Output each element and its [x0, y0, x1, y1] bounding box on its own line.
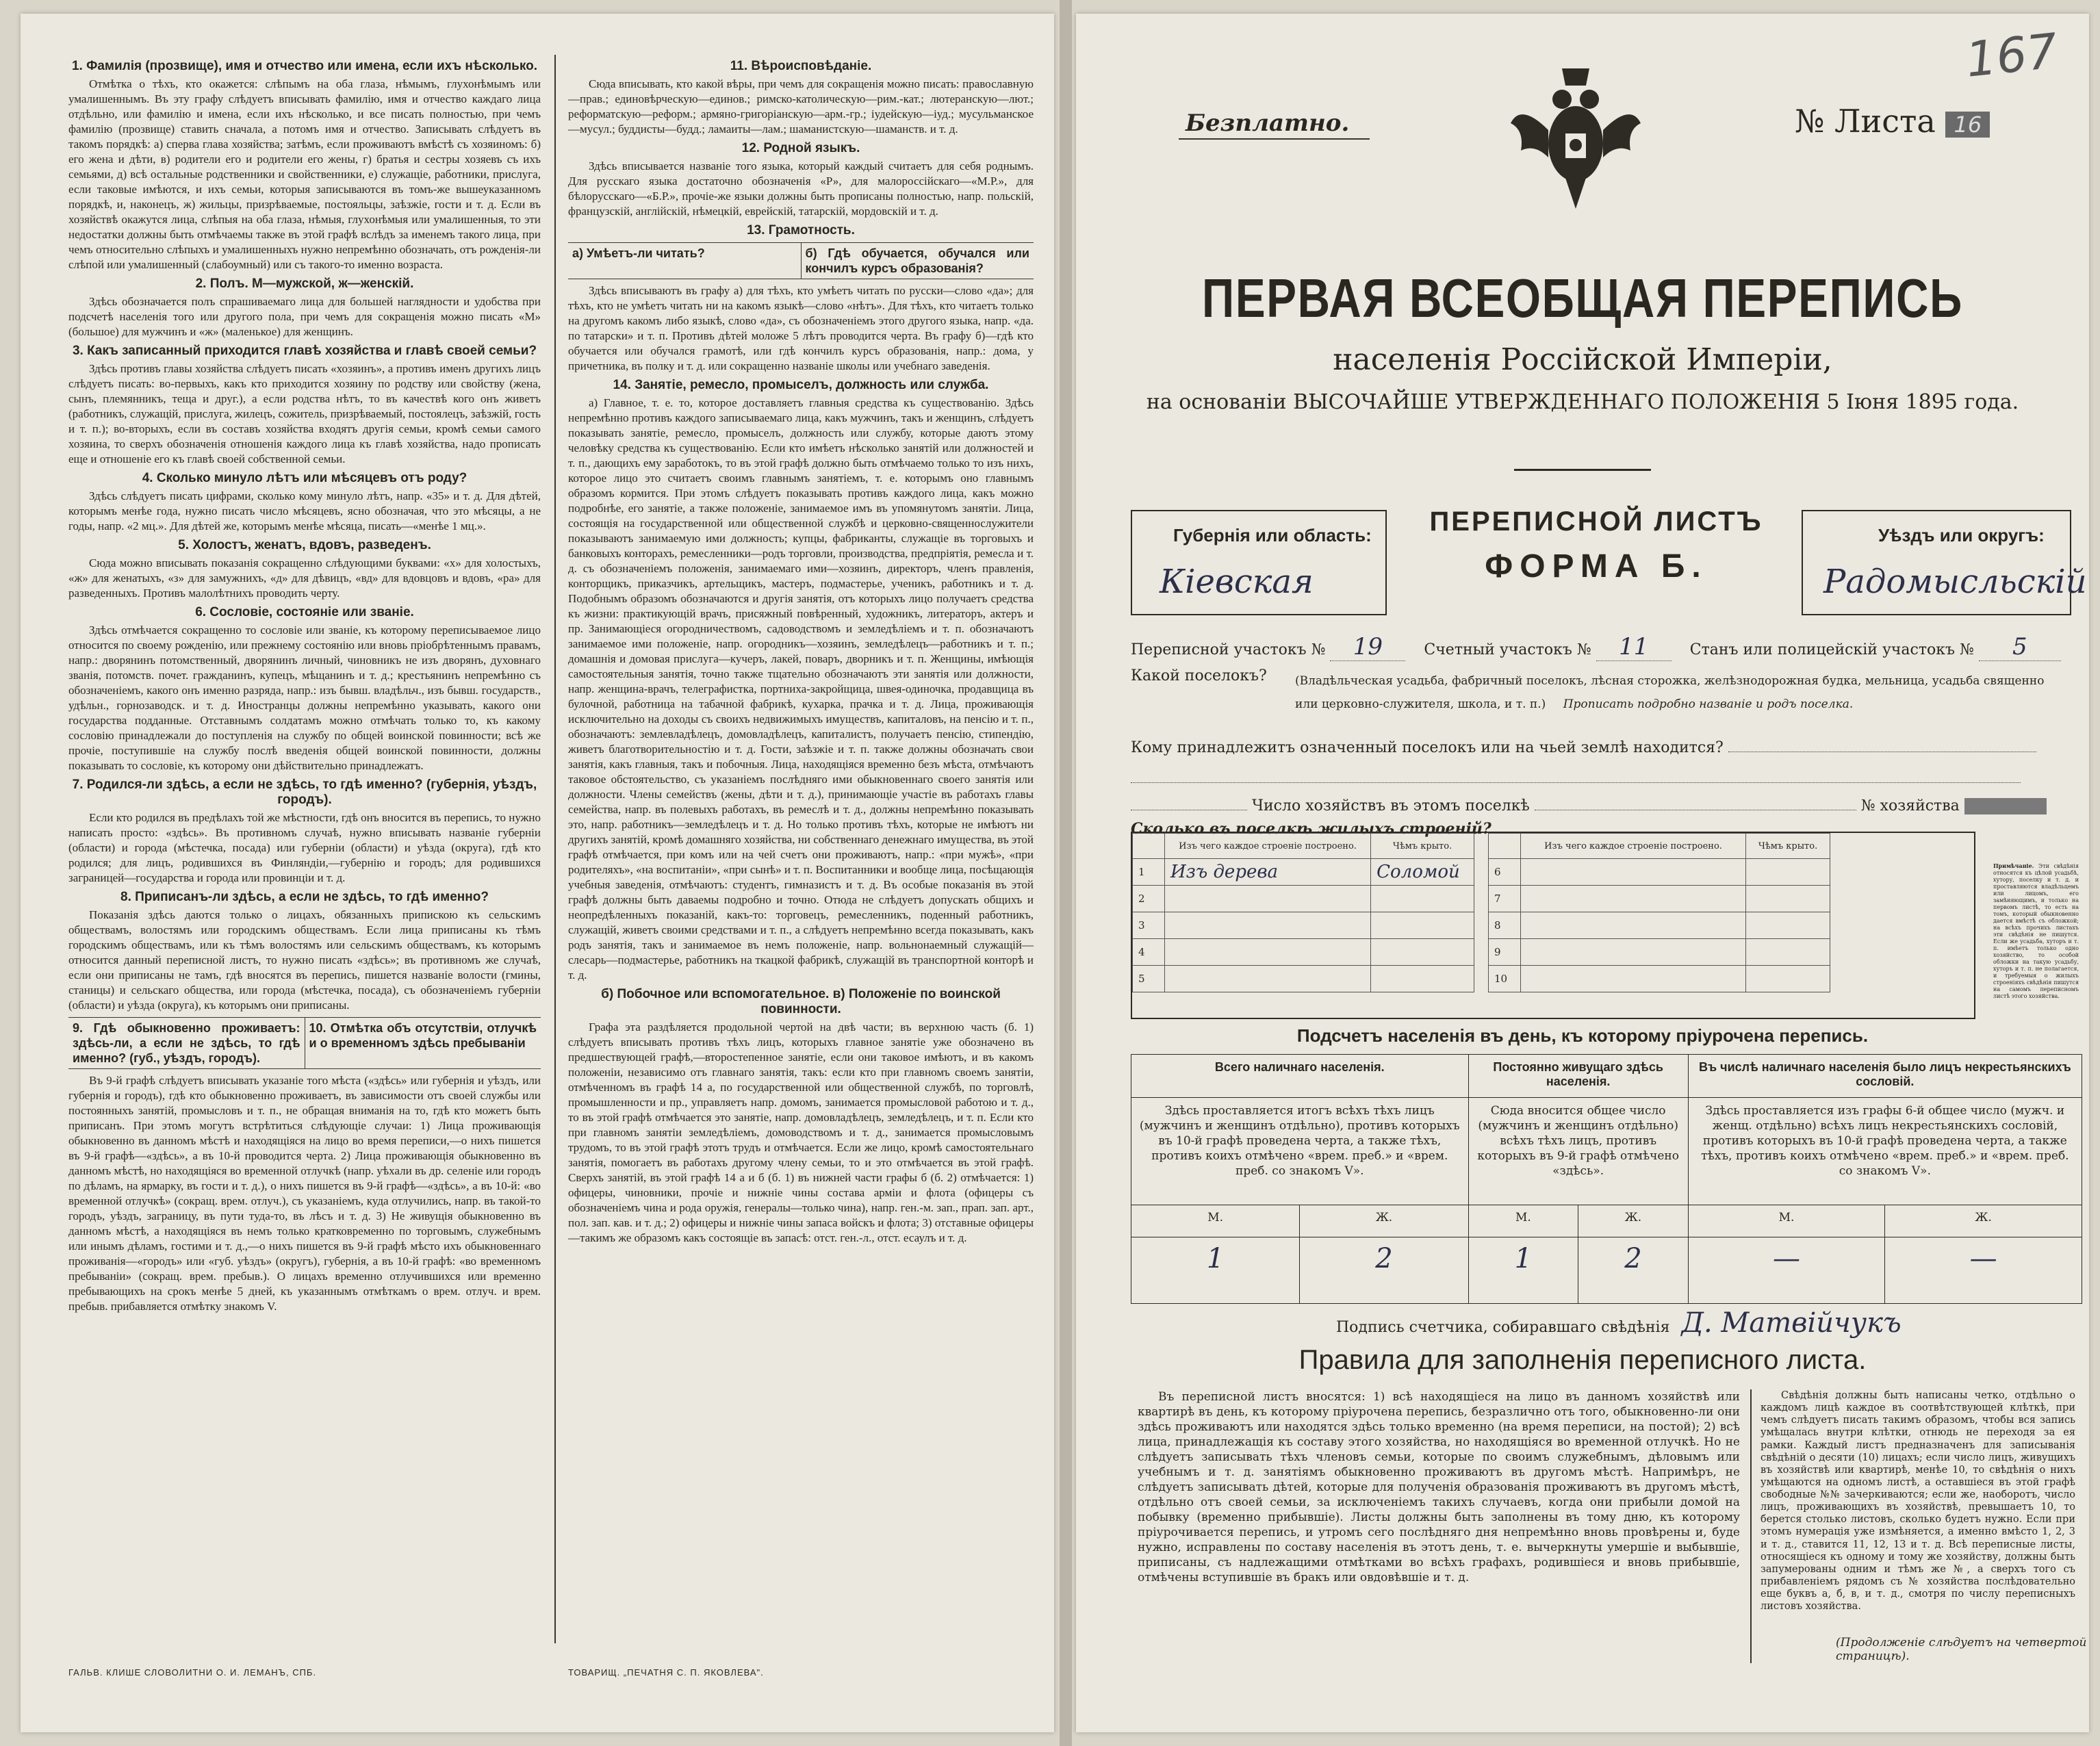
free-of-charge-label: Безплатно. — [1179, 110, 1370, 140]
population-count-table: Всего наличнаго населенія. Постоянно живущаго здѣсь населенія. Въ числѣ наличнаго населенія было лицъ некрестьянскихъ сословій. Здѣсь проставляется итогъ всѣхъ тѣхъ лицъ (мужчинъ и женщинъ отдѣльно), противъ которыхъ въ 10-й графѣ проведена черта, а также тѣхъ, противъ коихъ отмѣчено «врем. преб.» и «врем. преб. со знакомъ V». Сюда вносится общее число (мужчинъ и женщинъ отдѣльно) всѣхъ тѣхъ лицъ, противъ которыхъ въ 9-й графѣ отмѣчено «здѣсь». Здѣсь проставляется изъ графы 6-й общее число (мужч. и женщ. отдѣльно) всѣхъ лицъ некрестьянскихъ сословій, противъ которыхъ въ 10-й графѣ проведена черта, а также тѣхъ, противъ коихъ отмѣчено «врем. преб.» и «врем. преб. со знакомъ V». М. Ж. М. Ж. М. Ж. 1 2 1 2 — — — [1131, 1054, 2082, 1304]
census-title: ПЕРВАЯ ВСЕОБЩАЯ ПЕРЕПИСЬ — [1202, 268, 1963, 329]
province-label: Губернія или область: — [1173, 525, 1372, 545]
imperial-eagle-emblem — [1507, 62, 1644, 212]
table-row: 1 Изъ дерева Соломой — [1133, 859, 1474, 886]
archive-folio-number: 167 — [1963, 23, 2060, 88]
instruction-item — [68, 59, 541, 272]
col-non-peasant: Въ числѣ наличнаго населенія было лицъ некрестьянскихъ сословій. — [1688, 1055, 2082, 1098]
nonpeasant-female: — — [1885, 1237, 2082, 1304]
instruction-item — [68, 890, 541, 1013]
instruction-body: Сюда можно вписывать показанія сокращенно слѣдующими буквами: «х» для холостыхъ, «ж» для женатыхъ, «з» для замужнихъ, «д» для дѣвицъ, «вд» для вдовцовъ и вдовъ, «ра» для разведенныхъ. Противъ малолѣтнихъ проводить черту. — [68, 556, 541, 600]
table-row: 9 — [1489, 939, 1830, 966]
instruction-body: Здѣсь противъ главы хозяйства слѣдуетъ писать «хозяинъ», а противъ именъ другихъ лицъ слѣдуетъ писать: во-первыхъ, какъ кто приходится хозяину по родству или свойству (жена, сынъ, племянникъ, теща и друг.), а если родства нѣтъ, то въ качествѣ кого онъ живетъ (работникъ, служащій, прислуга, жилецъ, сожитель, призрѣваемый, постоялецъ, заѣзжій, гость и т. п.); во-вторыхъ, если въ составъ хозяйства входятъ другія семьи, кромѣ семьи самого хозяина, то сверхъ обозначенія отношенія каждого лица къ главѣ хозяйства, надо прописать еще и отношеніе его къ главѣ своей собственной семьи. — [68, 362, 541, 465]
rules-title: Правила для заполненія переписного листа. — [1298, 1345, 1867, 1375]
instruction-heading: 12. Родной языкъ. — [741, 141, 860, 155]
table-row: 8 — [1489, 912, 1830, 939]
instruction-heading: 6. Сословіе, состояніе или званіе. — [195, 605, 414, 619]
enumerator-signature: Д. Матвійчукъ — [1681, 1307, 1901, 1339]
owner-line — [1131, 739, 2036, 756]
buildings-label: Сколько въ поселкѣ жилыхъ строеній? — [1131, 820, 1491, 838]
instruction-heading: 2. Полъ. М—мужской, ж—женскій. — [195, 277, 414, 291]
instruction-body: Въ 9-й графѣ слѣдуетъ вписывать указаніе того мѣста («здѣсь» или губернія и уѣздъ, или губернія и городъ), гдѣ кто обыкновенно проживаетъ, въ зависимости отъ своей службы или постоянныхъ занятій, промысловъ и т. п., не обращая вниманія на то, гдѣ кто можетъ быть приписанъ. При этомъ могутъ встрѣтиться слѣдующіе случаи: 1) Лица проживающія обыкновенно въ данномъ мѣстѣ и находящіяся на лицо во время переписи,—о нихъ пишется въ 9-й графѣ—«здѣсь», а въ 10-й проводится черта. 2) Лица проживающія обыкновенно въ данномъ мѣстѣ, но находящіяся во временной отлучкѣ (напр. уѣхали въ др. селеніе или городъ по дѣламъ, на ярмарку, въ гости и т. д.), о нихъ пишется въ 9-й графѣ—«здѣсь», а въ 10-й: «во временной отлучкѣ» (сокращ. врем. отлуч.), съ указаніемъ, куда отлучились, напр. въ такой-то городъ, уѣздъ, заграницу, въ пути тудa-то, въ лѣсъ и т. д. 3) Не живущія обыкновенно въ данномъ мѣстѣ, а находящіяся въ немъ только кратковременно по торговымъ, служебнымъ или инымъ дѣламъ, гостими и т. д.,—о нихъ пишется въ 9-й графѣ мѣсто ихъ обыкновеннаго проживанія—«городъ» или «губ. уѣздъ» (округъ), губернія, а въ 10-й графѣ: «во временномъ пребываніи» (сокращ. врем. пребыв.). О лицахъ временно отлучившихся или временно пребывающихъ на срокъ менѣе 5 дней, къ указаннымъ отмѣткамъ о врем. отлуч. и врем. пребыв. прибавляется отмѣтку знакомъ V. — [68, 1074, 541, 1313]
total-female: 2 — [1300, 1237, 1468, 1304]
instruction-item — [568, 378, 1034, 983]
instruction-body: Отмѣтка о тѣхъ, кто окажется: слѣпымъ на оба глаза, нѣмымъ, глухонѣмымъ или умалишеннымъ. Въ эту графу слѣдуетъ вписывать фамилію, имя и отчество каждаго лица отдѣльно, или фамилію и имена, если ихъ нѣсколько, и все писать полностью, при чемъ фамилію (прозвище) ставить сначала, а потомъ имя и отчество. Записывать слѣдуетъ въ такомъ порядкѣ: а) сперва глава хозяйства; затѣмъ, если проживаютъ вмѣстѣ съ хозяиномъ: б) его жена и дѣти, в) родители его и родители его жены, г) братья и сестры хозяевъ съ ихъ семьями, д) всѣ остальные родственники и свойственники, е) служащіе, работники, прислуга, если таковые имѣются, и ихъ семьи, которыя записываются въ томъ-же вышеуказанномъ порядкѣ, и, наконецъ, ж) жильцы, призрѣваемые, постояльцы, заѣзжіе, гости и т. д. Если въ хозяйствѣ окажутся лица, слѣпыя на оба глаза, нѣмыя, глухонѣмыя или умалишенныя, то эти недостатки должны быть отмѣчаемы также въ этой графѣ вслѣдъ за именемъ такого лица, при чемъ относительно слѣпыхъ и умалишенныхъ нужно непремѣнно обозначать, отъ рожденія-ли слѣпой или умалишенный (слабоумный) или съ такого-то именно возраста. — [68, 77, 541, 271]
material-header: Изъ чего каждое строеніе построено. — [1165, 834, 1371, 859]
instruction-heading: 3. Какъ записанный приходится главѣ хозяйства и главѣ своей семьи? — [72, 344, 537, 358]
table-row: 7 — [1489, 886, 1830, 912]
form-title: ПЕРЕПИСНОЙ ЛИСТЪ — [1429, 506, 1763, 537]
nonpeasant-male: — — [1688, 1237, 1885, 1304]
enumerator-signature-line — [1336, 1307, 1901, 1339]
instruction-heading: 8. Приписанъ-ли здѣсь, а если не здѣсь, то гдѣ именно? — [120, 890, 489, 904]
instruction-item — [68, 605, 541, 773]
instruction-body: Здѣсь вписывается названіе того языка, который каждый считаетъ для себя роднымъ. Для русскаго языка достаточно обозначенія «Р», для малороссійскаго—«М.Р.», для бѣлорусскаго—«Б.Р.», прочіе-же языки должны быть прописаны полностью, напр. польскій, французскій, англійскій, нѣмецкій, еврейскій, татарскій, мордовскій и т. д. — [568, 159, 1034, 218]
instruction-item — [68, 1017, 541, 1314]
settlement-line — [1131, 667, 1267, 684]
instruction-heading: 4. Сколько минуло лѣтъ или мѣсяцевъ отъ роду? — [142, 471, 468, 485]
instruction-subheading: а) Умѣетъ-ли читать? — [568, 243, 802, 279]
owner-blank-line — [1131, 770, 2021, 787]
instruction-heading: 11. Вѣроисповѣданіе. — [730, 59, 872, 73]
continued-note: (Продолженіе слѣдуетъ на четвертой страницѣ). — [1836, 1636, 2087, 1663]
instruction-body: Здѣсь отмѣчается сокращенно то сословіе или званіе, къ которому переписываемое лицо относится по своему рожденію, или прежнему состоянію или вновь пріобрѣтеннымъ правамъ, напр.: дворянинъ потомственный, дворянинъ личный, чиновникъ не изъ дворянъ, духовнаго званія, потомств. почет. гражданинъ, купецъ, мѣщанинъ и т. д.; крестьянинъ непремѣнно съ обозначеніемъ, какого онъ именно разряда, напр.: изъ бывш. владѣльч., изъ бывш. государств., удѣльн., горнозаводск. и т. д. Иностранцы должны непремѣнно указывать, какого они государства подданные. Отставнымъ солдатамъ можно отмѣчать только то, къ какому сословію принадлежали до поступленія на службу по общей воинской повинности; всѣ же прочіе, поступившіе на службу послѣ введенія общей воинской повинности, должны показывать то сословіе, къ которому они дѣйствительно принадлежатъ. — [68, 624, 541, 772]
instruction-item — [568, 987, 1034, 1246]
population-count-heading: Подсчетъ населенія въ день, къ которому пріурочена перепись. — [1296, 1025, 1869, 1046]
form-letter: ФОРМА Б. — [1485, 548, 1708, 585]
rules-text-right: Свѣдѣнія должны быть написаны четко, отдѣльно о каждомъ лицѣ каждое въ соотвѣтствующей клѣткѣ, при чемъ слѣдуетъ писать такимъ образомъ, чтобы вся запись умѣщалась внутри клѣтки, отнюдь не переходя за ея рамки. Каждый листъ предназначенъ для записыванія свѣдѣній о десяти (10) лицахъ; если число лицъ, живущихъ въ хозяйствѣ или квартирѣ, менѣе 10, то свѣдѣнія о нихъ умѣщаются на одномъ листѣ, а оставшіеся въ этой графѣ свободные №№ зачеркиваются; если же, наоборотъ, число лицъ, проживающихъ въ хозяйствѣ, превышаетъ 10, то берется столько листовъ, сколько будетъ нужно. Если при этомъ нумерація уже измѣняется, а именно вмѣсто 1, 2, 3 и т. д., ставится 11, 12, 13 и т. д. Всѣ переписные листы, относящіеся къ одному и тому же хозяйству, должны быть запумерованы одним и тѣмъ же №, а сверхъ того съ прибавленіемъ рядомъ съ № хозяйства послѣдовательно еще буквъ а, б, в, и т. д., смотря по числу переписныхъ листовъ хозяйства. — [1760, 1390, 2075, 1613]
roof-header: Чѣмъ крыто. — [1371, 834, 1474, 859]
left-page — [21, 14, 1054, 1732]
table-row: 4 — [1133, 939, 1474, 966]
instruction-heading: 5. Холостъ, женатъ, вдовъ, разведенъ. — [178, 538, 431, 552]
col-permanent: Постоянно живущаго здѣсь населенія. — [1468, 1055, 1688, 1098]
precinct-line — [1131, 633, 2061, 661]
households-line — [1131, 797, 2047, 814]
census-subtitle: населенія Россійской Имперіи, — [1333, 342, 1832, 377]
instructions-column-left — [68, 55, 541, 1317]
province-box — [1131, 510, 1387, 615]
instruction-item — [68, 778, 541, 886]
instruction-subheading: б) Гдѣ обучается, обучался или кончилъ курсъ образованія? — [805, 246, 1029, 275]
buildings-table-right — [1488, 833, 1830, 992]
precinct-value: 19 — [1330, 633, 1405, 661]
stan-label: Станъ или полицейскій участокъ № — [1689, 641, 1974, 658]
signature-label: Подпись счетчика, собиравшаго свѣдѣнія — [1336, 1319, 1670, 1336]
permanent-female: 2 — [1578, 1237, 1689, 1304]
district-box — [1802, 510, 2087, 615]
instruction-body: Здѣсь слѣдуетъ писать цифрами, сколько кому минуло лѣтъ, напр. «35» и т. д. Для дѣтей, которымъ менѣе года, нужно писать число мѣсяцевъ, ясно обозначая, что это мѣсяцы, а не годы, напр. «2 мц.». Для дѣтей же, которымъ менѣе мѣсяца, писать—«менѣе 1 мц.». — [68, 489, 541, 532]
census-legal-basis: на основаніи ВЫСОЧАЙШЕ УТВЕРЖДЕННАГО ПОЛОЖЕНІЯ 5 Іюня 1895 года. — [1146, 390, 2019, 414]
instruction-item — [68, 538, 541, 601]
instruction-body: Графа эта раздѣляется продольной чертой на двѣ части; въ верхнюю часть (б. 1) слѣдуетъ вписывать противъ тѣхъ лицъ, которыхъ главное занятіе уже обозначено въ предшествующей графѣ,—второстепенное занятіе, если они таковое имѣютъ, и въ какомъ положеніи, независимо отъ главнаго занятія, такъ: если кто при главномъ своемъ занятіи, отмѣченномъ въ графѣ 14 а, по государственной или общественной службѣ, по торговлѣ, промышленности и пр., управляетъ напр. домомъ, занимается промысловой работою и т. д., то въ этой графѣ отмѣчается это занятіе, напр. домовладѣлецъ, земледѣлецъ, и т. п. Если кто при главномъ занятіи земледѣліемъ, домоводствомъ и т. д., занимается промысловымъ трудомъ, то въ этой графѣ этотъ трудъ и отмѣчается. Если же лицо, кромѣ самостоятельнаго занятія, помогаетъ въ работахъ другому члену семьи, то и это отмѣчается въ этой графѣ. Сверхъ занятій, въ этой графѣ 14 а и б (б. 1) въ нижней части графы б (б. 2) отмѣчается: 1) офицеры, чиновники, прочіе и нижніе чины состава арміи и флота (офицеры съ обозначеніемъ чина и рода оружія, генералы—только чина), напр. ген.-м. зап., прап. зап. арт., пол. зап. кав. и т. д.; 2) офицеры и нижніе чины запаса войскъ и флота; 3) отставные офицеры—такимъ же образомъ какъ состоящіе въ запасѣ: отст. ген.-л., отст. есаулъ и т. д. — [568, 1020, 1034, 1244]
province-value: Кіевская — [1160, 563, 1314, 601]
material-header: Изъ чего каждое строеніе построено. — [1521, 834, 1746, 859]
instruction-heading: 7. Родился-ли здѣсь, а если не здѣсь, то гдѣ именно? (губернія, уѣздъ, городъ). — [72, 778, 537, 807]
district-value: Радомысльскій — [1823, 563, 2087, 601]
printer-imprint-left: ГАЛЬВ. КЛИШЕ СЛОВОЛИТНИ О. И. ЛЕМАНЪ, СПБ. — [68, 1667, 317, 1678]
owner-label: Кому принадлежитъ означенный поселокъ или на чьей землѣ находится? — [1131, 739, 1724, 756]
col-total-present: Всего наличнаго населенія. — [1131, 1055, 1469, 1098]
instruction-heading: 13. Грамотность. — [747, 223, 855, 237]
instruction-subheading: 9. Гдѣ обыкновенно проживаетъ: здѣсь-ли, а если не здѣсь, то гдѣ именно? (губ., уѣздъ, городъ). — [68, 1018, 305, 1068]
instruction-heading: 1. Фамилія (прозвище), имя и отчество или имена, если ихъ нѣсколько. — [71, 59, 538, 73]
households-label: Число хозяйствъ въ этомъ поселкѣ — [1252, 797, 1530, 814]
district-label: Уѣздъ или округъ: — [1878, 525, 2045, 545]
instruction-item — [68, 471, 541, 534]
book-spine — [1060, 0, 1072, 1746]
table-row: 2 — [1133, 886, 1474, 912]
household-number-redacted — [1964, 798, 2047, 814]
sheet-number-value: 16 — [1945, 112, 1990, 138]
total-male: 1 — [1131, 1237, 1300, 1304]
counting-value: 11 — [1596, 633, 1672, 661]
instruction-item — [568, 59, 1034, 137]
sheet-number — [1795, 103, 1990, 140]
sheet-number-label: № Листа — [1795, 103, 1936, 140]
column-divider — [554, 55, 556, 1643]
table-row: 6 — [1489, 859, 1830, 886]
stan-value: 5 — [1979, 633, 2061, 661]
instruction-subheading: 10. Отмѣтка объ отсутствіи, отлучкѣ и о временномъ здѣсь пребываніи — [309, 1021, 537, 1050]
buildings-table-left — [1132, 833, 1474, 992]
instructions-column-right — [568, 55, 1034, 1248]
instruction-split-heading — [68, 1017, 541, 1069]
instruction-body: Показанія здѣсь даются только о лицахъ, обязанныхъ припискою къ сельскимъ обществамъ, волостямъ или городскимъ обществамъ. Если лица приписаны къ тѣмъ городскимъ обществамъ, или къ тѣмъ волостямъ или сельскимъ обществамъ, къ которымъ относится данный переписной листъ, то нужно писать «здѣсь»; въ противномъ же случаѣ, если они приписаны не тамъ, гдѣ вносятся въ перепись, пишется названіе волости (гмины, станицы) и сельскаго общества, или города (мѣстечка, посада), съ обозначеніемъ губерніи (области) и уѣзда (округа), къ которымъ они приписаны. — [68, 908, 541, 1012]
settlement-hint: (Владѣльческая усадьба, фабричный поселокъ, лѣсная сторожка, желѣзнодорожная будка, мельница, усадьба священно или церковно-служителя, школа, и т. п.) Прописать подробно названіе и родъ поселка. — [1295, 674, 2045, 711]
instruction-item — [68, 277, 541, 339]
instruction-body: Здѣсь вписываютъ въ графу а) для тѣхъ, кто умѣетъ читать по русски—слово «да»; для тѣхъ, кто не умѣетъ читать ни на какомъ языкѣ—слово «нѣтъ». Для тѣхъ, кто читаетъ только на другомъ какомъ либо языкѣ, слово «да», съ обозначеніемъ этого другого языка, напр. «да. по татарски» и т. п. Противъ дѣтей моложе 5 лѣтъ проводится черта. Въ графу б)—гдѣ кто обучается или обучался грамотѣ, или гдѣ кончилъ курсъ образованія, напр.: дома, у причетника, въ полку и т. д. или сокращенно названіе школы или учебнаго заведенія. — [568, 284, 1034, 372]
right-page — [1076, 14, 2089, 1732]
instruction-item — [68, 344, 541, 467]
note-body: Эти свѣдѣнія относятся къ цѣлой усадьбѣ, хутору, поселку и т. д. и проставляются владѣльцемъ или лицомъ, его замѣняющимъ, и только на первомъ листѣ, то есть на томъ, который обыкновенно дается вмѣстѣ съ обложкой; на всѣхъ прочихъ листахъ эти свѣдѣнія не пишутся. Если же усадьба, хуторъ и т. п. имѣетъ только одно хозяйство, то особой обложки на такую усадьбу, хуторъ и т. п. не полагается, и требуемыя о жилыхъ строеніяхъ свѣдѣнія пишутся на самомъ переписномъ листѣ этого хозяйства. — [1993, 863, 2079, 999]
instruction-body: Если кто родился въ предѣлахъ той же мѣстности, гдѣ онъ вносится въ перепись, то нужно написать просто: «здѣсь». Въ противномъ случаѣ, нужно вписывать названіе губерніи (области) и города (мѣстечка, посада) или губерніи (области) и уѣзда (округа), гдѣ кто родился; для лицъ, родившихся въ Финляндіи,—губернію и городъ; для родившихся заграницей—государства и города или провинціи и т. д. — [68, 811, 541, 884]
settlement-label: Какой поселокъ? — [1131, 667, 1267, 684]
instruction-heading: 14. Занятіе, ремесло, промыселъ, должность или служба. — [613, 378, 989, 392]
permanent-male: 1 — [1468, 1237, 1578, 1304]
note-title: Примѣчаніе. — [1993, 862, 2034, 869]
instruction-body: Сюда вписывать, кто какой вѣры, при чемъ для сокращенія можно писать: православную—прав.; единовѣрческую—единов.; римско-католическую—рим.-кат.; лютеранскую—лют.; реформатскую—реформ.; армяно-григоріанскую—арм.-гр.; іудейскую—іуд.; мусульманское—мусул.; буддисты—будд.; ламаиты—лам.; шаманистскую—шаманств. и т. д. — [568, 77, 1034, 136]
table-row: 5 — [1133, 966, 1474, 992]
table-row: 3 — [1133, 912, 1474, 939]
precinct-label: Переписной участокъ № — [1131, 641, 1326, 658]
household-number-label: № хозяйства — [1860, 797, 1960, 814]
table-row: 10 — [1489, 966, 1830, 992]
divider-rule — [1514, 469, 1651, 471]
instruction-item — [568, 141, 1034, 219]
roof-header: Чѣмъ крыто. — [1746, 834, 1830, 859]
rules-text-left: Въ переписной листъ вносятся: 1) всѣ находящіеся на лицо въ данномъ хозяйствѣ или квартирѣ въ день, къ которому пріурочена перепись, безразлично отъ того, обыкновенно-ли они здѣсь проживаютъ или находятся здѣсь только временно (на время переписи, на постой); 2) всѣ лица, принадлежащія къ составу этого хозяйства, но находящіяся во временной отлучкѣ. Но не слѣдуетъ записывать тѣхъ членовъ семьи, которые по своимъ служебнымъ, дѣловымъ или учебнымъ и т. д. занятіямъ обыкновенно проживаютъ въ другомъ мѣстѣ. Напримѣръ, не слѣдуетъ записывать дѣтей, которые для полученія образованія проживаютъ въ другомъ мѣстѣ, отдѣльно отъ своей семьи, за исключеніемъ такихъ случаевъ, когда они прибыли домой на побывку (временно прибывшіе). Листы должны быть заполнены въ тому дню, къ которому пріурочивается перепись, и утромъ сего послѣдняго дня непремѣнно вновь провѣрены и, буде нужно, исправлены по составу населенія въ этотъ день, т. е. вычеркнуты умершіе и выбывшіе, приписаны, съ надлежащими отмѣтками во всѣхъ графахъ, родившіеся и вновь прибывшіе, отмѣчены вступившіе въ бракъ или овдовѣвшіе и т. д. — [1138, 1390, 1740, 1584]
instruction-item — [568, 223, 1034, 374]
rules-divider — [1750, 1389, 1752, 1663]
instruction-heading: б) Побочное или вспомогательное. в) Положеніе по воинской повинности. — [601, 987, 1001, 1016]
counting-label: Счетный участокъ № — [1424, 641, 1591, 658]
printer-imprint-right: ТОВАРИЩ. „ПЕЧАТНЯ С. П. ЯКОВЛЕВА". — [568, 1667, 764, 1678]
instruction-body: Здѣсь обозначается полъ спрашиваемаго лица для большей наглядности и удобства при подсчетѣ населенія того или другого пола, при чемъ для сокращенія можно писать «М» (большое) для мужчинъ и «ж» (маленькое) для женщинъ. — [68, 295, 541, 338]
buildings-box — [1131, 832, 1975, 1019]
buildings-note — [1993, 862, 2079, 1000]
instruction-split-heading — [568, 242, 1034, 279]
instruction-body: а) Главное, т. е. то, которое доставляетъ главныя средства къ существованію. Здѣсь непремѣнно противъ каждого записываемаго лица, какъ мужчинъ, такъ и женщинъ, слѣдуетъ показывать занятіе, ремесло, промыселъ, должность или службу, которые даютъ этому человѣку средства къ существованію. Если кто имѣетъ нѣсколько занятій или должностей и т. п., дающихъ ему заработокъ, то въ этой графѣ должно быть отмѣчаемо только то изъ нихъ, которое лицо это считаетъ своимъ главнымъ занятіемъ, т. е. которымъ оно главнымъ образомъ кормится. При этомъ слѣдуетъ показывать противъ каждого лица, какъ можно подробнѣе, его занятіе, а также положеніе, занимаемое имъ въ упомянутомъ занятіи. Лица, состоящія на государственной или общественной службѣ и церковно-священнослужители показываютъ занимаемую ими должность; купцы, фабриканты, служащіе въ торговыхъ и банковыхъ конторахъ, ремесленники—родъ торговли, производства, предпріятія, ремесла и т. д. съ обозначеніемъ положенія, занимаемаго ими—хозяинъ, директоръ, членъ правленія, конторщикъ, приказчикъ, артельщикъ, мастеръ, подмастерье, ученикъ, работникъ и т. д. Подобнымъ образомъ обозначаются и другія занятія, отъ которыхъ лицо получаетъ средства къ жизни: практикующій врачъ, присяжный повѣренный, художникъ, литераторъ, актеръ и пр. Занимающіеся огородничествомъ, садоводствомъ и земледѣліемъ и т. п. обозначаютъ занимаемое ими положеніе, напр. огородникъ—хозяинъ, земледѣлецъ—работникъ и т. п.; домашнія и домовая прислуга—кучеръ, лакей, поваръ, дворникъ и т. п. Женщины, имѣющія самостоятельныя занятія, точно также тщательно обозначаютъ эти занятія или должности, напр. женщина-врачъ, телеграфистка, портниха-закройщица, швея-одиночка, продавщица въ булочной, работница на табачной фабрикѣ, кухарка, прачка и т. д. Лица, проживающія исключительно на доходы съ своихъ недвижимыхъ имуществъ, капиталовъ, на пенсію и т. п., обозначаютъ: землевладѣлецъ, домовладѣлецъ, капиталистъ, получаетъ пенсію, стипендію, живетъ благотворительностію и т. д. Гости, заѣзжіе и т. п. также должны обозначать свои занятія, какъ главныя, такъ и побочныя. Лица, находящіяся временно безъ мѣста, отмѣчаютъ таковое обстоятельство, съ указаніемъ послѣдняго ими обыкновеннаго своего занятія или должности. Члены семействъ (жены, дѣти и т. д.), принимающіе участіе въ работахъ главы семейства, напр. въ полевыхъ работахъ, въ ремеслѣ и т. д., должны непремѣнно показывать это, напр. работникъ—земледѣлецъ и т. д. Но только противъ тѣхъ, которые не имѣютъ ни другихъ занятій, кромѣ домашняго хозяйства, ни собственнаго денежнаго имущества, въ этой графѣ отмѣчается, при комъ или на чей счетъ они проживаютъ, напр.: «при мужѣ», «при родителяхъ», «на воспитаніи», «при сынѣ» и т. п. Воспитанники и вообще лица, посѣщающія учебныя заведенія, отмѣчаютъ: студентъ, гимназистъ и т. д. Въ особые показанія въ этой графѣ должны быть даваемы подробно и точно. Отюда не слѣдуетъ допускать общихъ и неопредѣленныхъ показаній, какъ-то: торговецъ, ремесленникъ, поденный работникъ, служащій, живетъ своими средствами и т. п., а слѣдуетъ непремѣнно всегда показывать, какъ родъ занятія, такъ и занимаемое въ немъ положеніе, напр. вольнонаемный служащій—слесарь—подмастерье, работникъ на ткацкой фабрикѣ, служащій въ транспортной конторѣ и т. д. — [568, 396, 1034, 981]
